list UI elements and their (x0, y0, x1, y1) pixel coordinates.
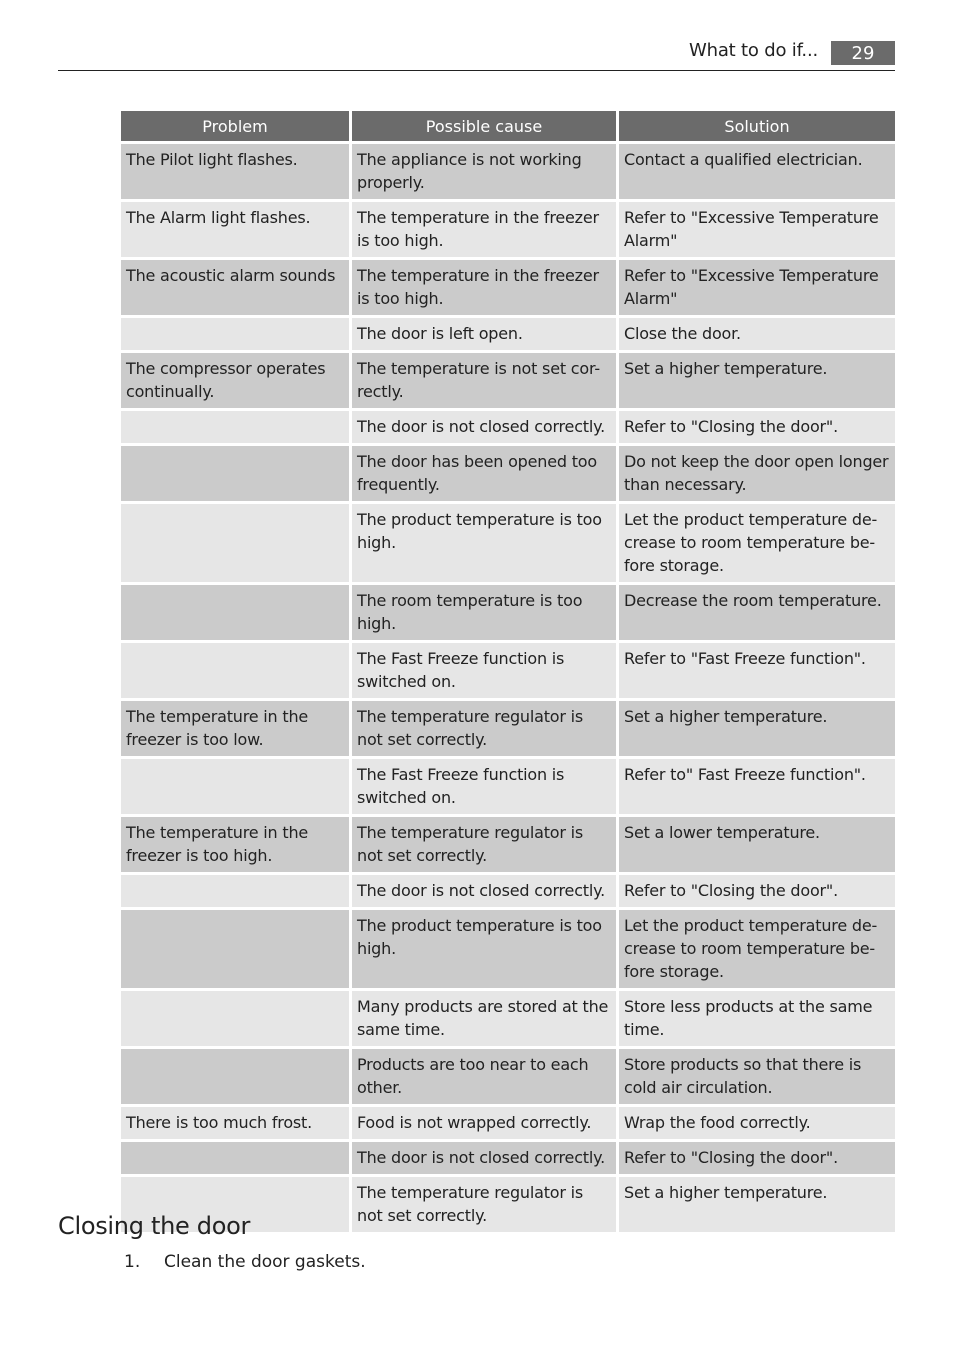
cell-solution: Refer to" Fast Freeze function". (619, 759, 895, 814)
cell-problem (121, 446, 349, 501)
table-body (121, 144, 895, 1232)
table-row (121, 991, 895, 1046)
cell-problem: The acoustic alarm sounds (121, 260, 349, 315)
cell-solution: Refer to "Excessive Temperature Alarm" (619, 260, 895, 315)
cell-cause: Many products are stored at the same time. (352, 991, 616, 1046)
cell-cause: The Fast Freeze function is switched on. (352, 643, 616, 698)
table-row (121, 260, 895, 315)
cell-cause: The temperature regulator is not set correctly. (352, 1177, 616, 1232)
cell-solution: Set a higher temperature. (619, 1177, 895, 1232)
table-row (121, 202, 895, 257)
troubleshooting-table (118, 108, 898, 1235)
cell-solution: Refer to "Closing the door". (619, 875, 895, 907)
cell-solution: Refer to "Fast Freeze function". (619, 643, 895, 698)
cell-solution: Set a higher temperature. (619, 701, 895, 756)
column-header-problem: Problem (121, 111, 349, 141)
cell-solution: Wrap the food correctly. (619, 1107, 895, 1139)
cell-cause: Food is not wrapped correctly. (352, 1107, 616, 1139)
table-row (121, 643, 895, 698)
cell-problem (121, 1049, 349, 1104)
cell-problem (121, 585, 349, 640)
cell-problem (121, 1142, 349, 1174)
table-row (121, 817, 895, 872)
cell-solution: Let the product temperature de-crease to room temperature be-fore storage. (619, 910, 895, 988)
table-row (121, 1107, 895, 1139)
cell-cause: The door is not closed correctly. (352, 1142, 616, 1174)
cell-problem: The Pilot light flashes. (121, 144, 349, 199)
table-row (121, 875, 895, 907)
cell-solution: Let the product temperature de-crease to room temperature be-fore storage. (619, 504, 895, 582)
cell-problem (121, 318, 349, 350)
cell-cause: The door is not closed correctly. (352, 875, 616, 907)
cell-cause: The product temperature is too high. (352, 910, 616, 988)
cell-cause: The temperature regulator is not set correctly. (352, 701, 616, 756)
cell-cause: The door is not closed correctly. (352, 411, 616, 443)
table-row (121, 910, 895, 988)
cell-cause: The Fast Freeze function is switched on. (352, 759, 616, 814)
step-text: Clean the door gaskets. (164, 1252, 366, 1272)
cell-solution: Contact a qualified electrician. (619, 144, 895, 199)
cell-cause: The temperature regulator is not set correctly. (352, 817, 616, 872)
cell-problem: The temperature in the freezer is too low. (121, 701, 349, 756)
column-header-cause: Possible cause (352, 111, 616, 141)
cell-problem: The compressor operates continually. (121, 353, 349, 408)
table-row (121, 759, 895, 814)
cell-cause: The temperature in the freezer is too high. (352, 260, 616, 315)
cell-problem (121, 643, 349, 698)
page-number-badge: 29 (831, 41, 895, 65)
table-row (121, 318, 895, 350)
cell-solution: Store products so that there is cold air circulation. (619, 1049, 895, 1104)
cell-problem (121, 875, 349, 907)
table-row (121, 504, 895, 582)
cell-cause: The appliance is not working properly. (352, 144, 616, 199)
table-row (121, 353, 895, 408)
cell-solution: Set a lower temperature. (619, 817, 895, 872)
closing-door-heading: Closing the door (58, 1212, 251, 1240)
header-divider (58, 70, 895, 71)
cell-problem: The Alarm light flashes. (121, 202, 349, 257)
table-row (121, 144, 895, 199)
table-row (121, 1142, 895, 1174)
cell-cause: The room temperature is too high. (352, 585, 616, 640)
cell-solution: Set a higher temperature. (619, 353, 895, 408)
table-row (121, 446, 895, 501)
cell-problem (121, 504, 349, 582)
cell-problem (121, 411, 349, 443)
cell-solution: Decrease the room temperature. (619, 585, 895, 640)
cell-problem: There is too much frost. (121, 1107, 349, 1139)
cell-problem: The temperature in the freezer is too high. (121, 817, 349, 872)
cell-cause: The door is left open. (352, 318, 616, 350)
cell-cause: Products are too near to each other. (352, 1049, 616, 1104)
table-header-row (121, 111, 895, 141)
cell-cause: The door has been opened too frequently. (352, 446, 616, 501)
step-item (124, 1252, 366, 1272)
table-row (121, 585, 895, 640)
cell-solution: Refer to "Closing the door". (619, 411, 895, 443)
cell-problem (121, 759, 349, 814)
table-row (121, 701, 895, 756)
cell-solution: Store less products at the same time. (619, 991, 895, 1046)
section-title-header: What to do if... (689, 40, 818, 61)
cell-problem (121, 910, 349, 988)
step-number: 1. (124, 1252, 141, 1272)
cell-solution: Close the door. (619, 318, 895, 350)
cell-cause: The temperature is not set cor-rectly. (352, 353, 616, 408)
cell-solution: Refer to "Excessive Temperature Alarm" (619, 202, 895, 257)
cell-cause: The product temperature is too high. (352, 504, 616, 582)
table-row (121, 411, 895, 443)
table-row (121, 1049, 895, 1104)
column-header-solution: Solution (619, 111, 895, 141)
cell-solution: Refer to "Closing the door". (619, 1142, 895, 1174)
cell-problem (121, 991, 349, 1046)
cell-cause: The temperature in the freezer is too high. (352, 202, 616, 257)
cell-solution: Do not keep the door open longer than necessary. (619, 446, 895, 501)
